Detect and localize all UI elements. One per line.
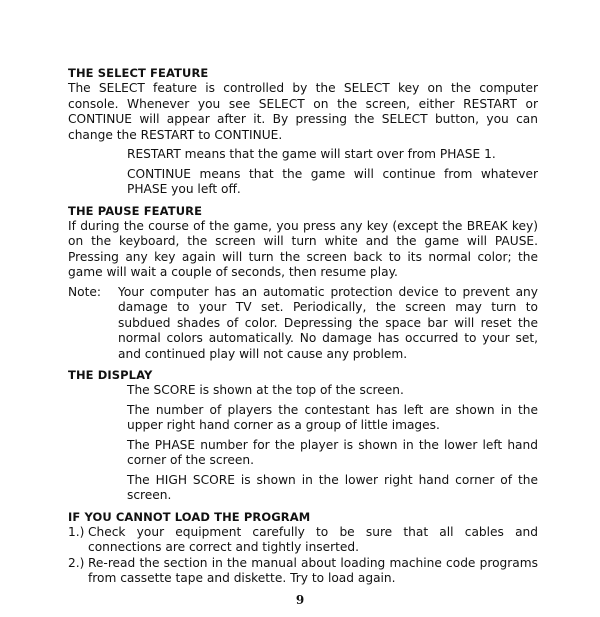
select-feature-body: The SELECT feature is controlled by the SELECT key on the computer console. Whenever you see SELECT on the screen, either RESTART or CONTINUE will appear after it. By pressing the SELECT button, you can change the RESTART to CONTINUE.: [68, 81, 538, 142]
display-item-players: The number of players the contestant has left are shown in the upper right hand corner as a group of little images.: [127, 402, 538, 432]
pause-feature-body: If during the course of the game, you press any key (except the BREAK key) on the keyboard, the screen will turn white and the game will PAUSE. Pressing any key again will turn the screen back to its normal color; the game will wait a couple of seconds, then resume play.: [68, 218, 538, 279]
pause-feature-section: [68, 204, 538, 363]
note-body: Your computer has an automatic protection device to prevent any damage to your TV set. Periodically, the screen may turn to subdued shades of color. Depressing the space bar will reset the normal colors automatically. No damage has occurred to your set, and continued play will not cause any problem.: [118, 284, 538, 361]
display-section: [68, 368, 538, 504]
display-item-phase: The PHASE number for the player is shown in the lower left hand corner of the screen.: [127, 437, 538, 467]
list-item: [68, 525, 538, 556]
cannot-load-heading: IF YOU CANNOT LOAD THE PROGRAM: [68, 509, 311, 524]
cannot-load-section: [68, 510, 538, 587]
note-label: Note:: [68, 284, 101, 299]
list-text: Re-read the section in the manual about loading machine code programs from cassette tape and diskette. Try to load again.: [88, 555, 538, 585]
list-number: 2.): [68, 555, 85, 570]
restart-description: RESTART means that the game will start over from PHASE 1.: [127, 147, 496, 161]
protection-note: [68, 285, 538, 363]
display-item-score: The SCORE is shown at the top of the screen.: [127, 383, 404, 397]
list-text: Check your equipment carefully to be sure that all cables and connections are correct and tightly inserted.: [88, 524, 538, 554]
manual-page: [68, 66, 538, 590]
display-item-high-score: The HIGH SCORE is shown in the lower right hand corner of the screen.: [127, 472, 538, 502]
page-number: 9: [295, 593, 305, 607]
display-heading: THE DISPLAY: [68, 368, 153, 382]
list-item: [68, 556, 538, 587]
select-feature-heading: THE SELECT FEATURE: [68, 66, 209, 80]
continue-description: CONTINUE means that the game will continue from whatever PHASE you left off.: [127, 166, 538, 196]
pause-feature-heading: THE PAUSE FEATURE: [68, 203, 203, 218]
select-feature-section: [68, 66, 538, 198]
list-number: 1.): [68, 524, 85, 539]
